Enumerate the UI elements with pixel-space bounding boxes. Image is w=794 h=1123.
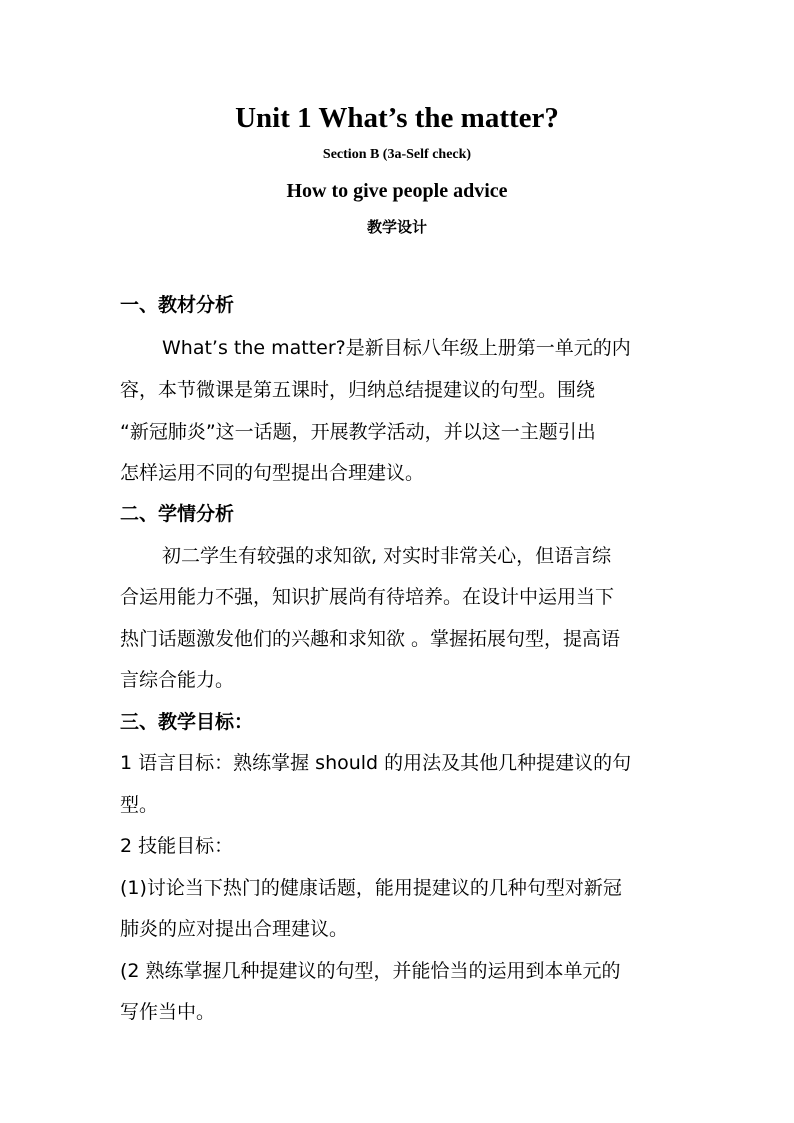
heading-student-analysis: 二、学情分析 (120, 503, 235, 525)
materials-line: 容，本节微课是第五课时，归纳总结提建议的句型。围绕 (120, 379, 596, 401)
objectives-line: 2 技能目标： (120, 835, 234, 857)
heading-materials-analysis: 一、教材分析 (120, 294, 235, 316)
objectives-line: 写作当中。 (120, 1001, 216, 1023)
objectives-line: (2 熟练掌握几种提建议的句型，并能恰当的运用到本单元的 (120, 960, 621, 982)
objectives-line: 1 语言目标：熟练掌握 should 的用法及其他几种提建议的句 (120, 752, 632, 774)
materials-line: 怎样运用不同的句型提出合理建议。 (120, 462, 425, 484)
students-line: 合运用能力不强，知识扩展尚有待培养。在设计中运用当下 (120, 586, 615, 608)
students-line: 初二学生有较强的求知欲, 对实时非常关心，但语言综 (162, 545, 612, 567)
objectives-line: 肺炎的应对提出合理建议。 (120, 918, 349, 940)
students-line: 热门话题激发他们的兴趣和求知欲 。掌握拓展句型，提高语 (120, 628, 621, 650)
materials-line: “新冠肺炎”这一话题，开展教学活动，并以这一主题引出 (120, 421, 596, 443)
document-title: Unit 1 What’s the matter? (235, 102, 559, 134)
document-type: 教学设计 (366, 218, 427, 236)
heading-teaching-objectives: 三、教学目标： (120, 711, 254, 733)
students-line: 言综合能力。 (120, 669, 235, 691)
objectives-line: 型。 (120, 794, 159, 816)
lesson-subtitle: How to give people advice (286, 180, 508, 202)
objectives-line: (1)讨论当下热门的健康话题，能用提建议的几种句型对新冠 (120, 877, 622, 899)
section-label: Section B (3a-Self check) (322, 147, 472, 162)
materials-line: What’s the matter?是新目标八年级上册第一单元的内 (162, 337, 631, 359)
